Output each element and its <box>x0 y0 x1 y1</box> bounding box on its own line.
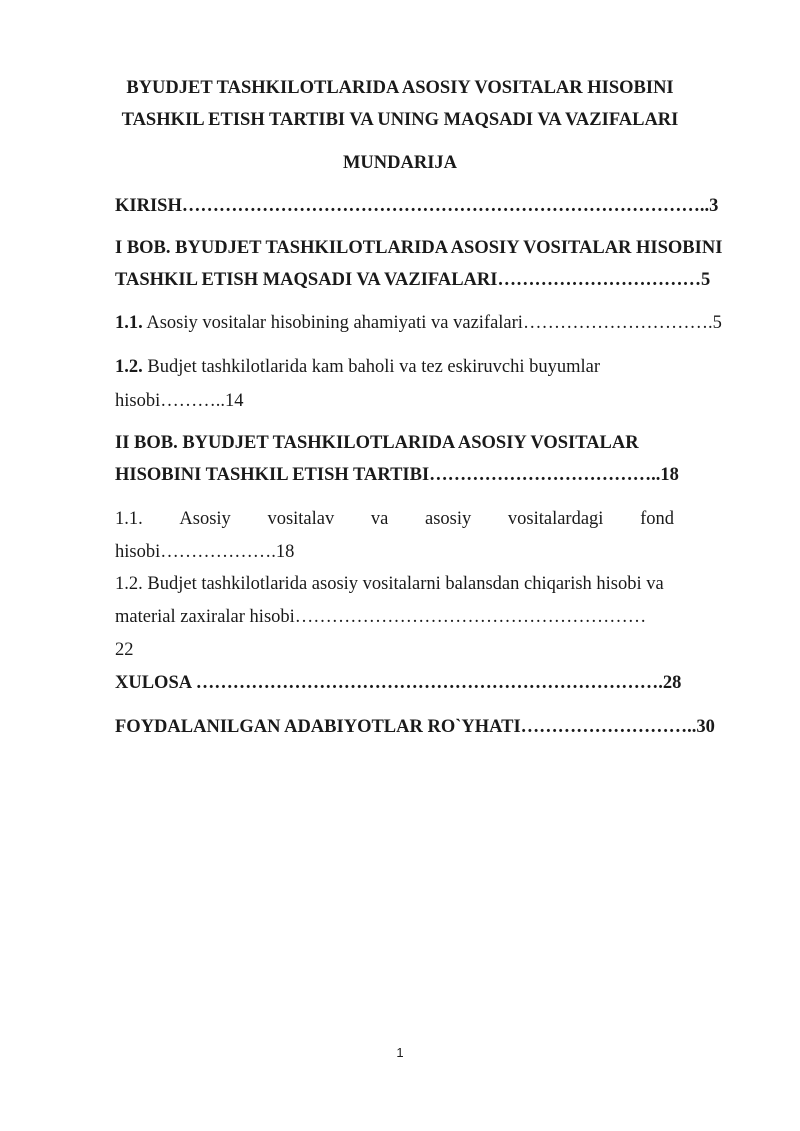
toc-entry-section-2-2-page: 22 <box>115 640 134 660</box>
toc-entry-section-1-1 <box>115 311 722 335</box>
document-title-line-2: TASHKIL ETISH TARTIBI VA UNING MAQSADI VA VAZIFALARI <box>121 110 679 130</box>
toc-entry-conclusion: XULOSA ………………………………………………………………….28 <box>115 673 682 693</box>
toc-entry-introduction: KIRISH…………………………………………………………………………..3 <box>115 196 719 216</box>
toc-entry-section-2-2-line-2: material zaxiralar hisobi………………………………………………… <box>115 607 647 627</box>
word: vositalardagi <box>507 509 604 529</box>
toc-entry-chapter-2-line-2: HISOBINI TASHKIL ETISH TARTIBI………………………………..18 <box>115 465 679 485</box>
word: Asosiy <box>179 509 231 529</box>
document-title-line-1: BYUDJET TASHKILOTLARIDA ASOSIY VOSITALAR HISOBINI <box>126 78 674 98</box>
toc-entry-section-2-1-line-2: hisobi……………….18 <box>115 542 295 562</box>
section-title: Asosiy vositalar hisobining ahamiyati va vazifalari………………………….5 <box>142 313 722 333</box>
word: va <box>370 509 389 529</box>
toc-entry-references: FOYDALANILGAN ADABIYOTLAR RO`YHATI………………………..30 <box>115 717 715 737</box>
word: 1.1. <box>115 509 143 529</box>
toc-entry-section-1-2-line-2: hisobi………..14 <box>115 391 244 411</box>
toc-entry-chapter-1-line-2: TASHKIL ETISH MAQSADI VA VAZIFALARI……………………………5 <box>115 270 711 290</box>
toc-entry-section-2-2-line-1: 1.2. Budjet tashkilotlarida asosiy vositalarni balansdan chiqarish hisobi va <box>115 574 664 594</box>
toc-entry-chapter-1-line-1: I BOB. BYUDJET TASHKILOTLARIDA ASOSIY VOSITALAR HISOBINI <box>115 238 723 258</box>
section-number: 1.1. <box>115 313 143 333</box>
toc-entry-section-2-1-line-1 <box>115 507 674 531</box>
contents-heading: MUNDARIJA <box>342 153 458 173</box>
section-number: 1.2. <box>115 357 143 377</box>
toc-entry-section-1-2-line-1 <box>115 355 600 379</box>
toc-entry-chapter-2-line-1: II BOB. BYUDJET TASHKILOTLARIDA ASOSIY VOSITALAR <box>115 433 639 453</box>
word: fond <box>640 509 674 529</box>
page-number: 1 <box>396 1045 404 1060</box>
word: asosiy <box>424 509 472 529</box>
word: vositalav <box>267 509 335 529</box>
section-title: Budjet tashkilotlarida kam baholi va tez eskiruvchi buyumlar <box>142 357 600 377</box>
